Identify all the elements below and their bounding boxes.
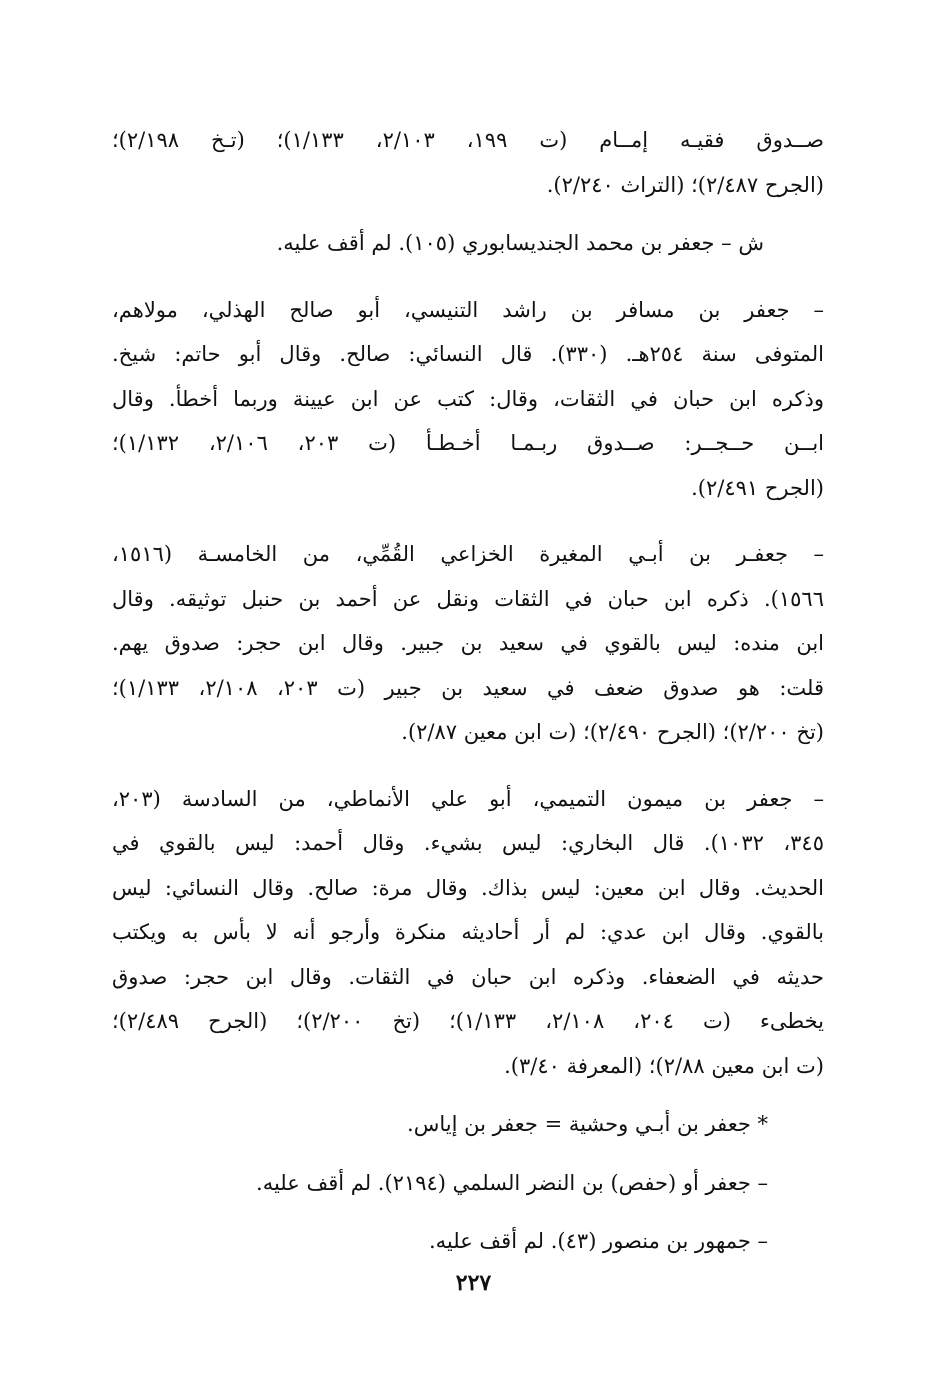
text-line: * جعفر بن أبـي وحشية = جعفر بن إياس. bbox=[407, 1112, 768, 1136]
text-line: ٣٤٥، ١٠٣٢). قال البخاري: ليس بشيء. وقال أحمد: ليس بالقوي في bbox=[112, 831, 824, 855]
entry-jafar-ibn-maymun bbox=[112, 777, 824, 1089]
text-line: (الجرح ٢/٤٩١). bbox=[691, 475, 824, 500]
entry-continuation bbox=[112, 118, 824, 207]
entry-jafar-ibn-abi-al-mughira bbox=[112, 532, 824, 755]
text-line: حديثه في الضعفاء. وذكره ابن حبان في الثقات. وقال ابن حجر: صدوق bbox=[112, 964, 824, 989]
text-line: – جعفـر بن أبـي المغيرة الخزاعي القُمِّي، من الخامسـة (١٥١٦، bbox=[112, 542, 824, 566]
text-line: صــدوق فقيـه إمــام (ت ١٩٩، ٢/١٠٣، ١/١٣٣)؛ (تـخ ٢/١٩٨)؛ bbox=[112, 128, 824, 152]
page-number: ٢٢٧ bbox=[455, 1270, 492, 1296]
text-line: (ت ابن معين ٢/٨٨)؛ (المعرفة ٣/٤٠). bbox=[504, 1053, 824, 1078]
text-line: – جمهور بن منصور (٤٣). لم أقف عليه. bbox=[428, 1229, 768, 1253]
entry-jumhur-ibn-mansur bbox=[112, 1219, 824, 1264]
text-line: ش – جعفر بن محمد الجنديسابوري (١٠٥). لم أقف عليه. bbox=[276, 231, 764, 255]
text-line: قلت: هو صدوق ضعف في سعيد بن جبير (ت ٢٠٣، ٢/١٠٨، ١/١٣٣)؛ bbox=[112, 675, 824, 700]
text-line: يخطىء (ت ٢٠٤، ٢/١٠٨، ١/١٣٣)؛ (تخ ٢/٢٠٠)؛ (الجرح ٢/٤٨٩)؛ bbox=[112, 1009, 824, 1033]
text-line: وذكره ابن حبان في الثقات، وقال: كتب عن ابن عيينة وربما أخطأ. وقال bbox=[112, 386, 824, 411]
text-line: بالقوي. وقال ابن عدي: لم أر أحاديثه منكرة وأرجو أنه لا بأس به ويكتب bbox=[112, 920, 824, 944]
entry-jafar-jundisaburi bbox=[112, 221, 824, 266]
text-line: ١٥٦٦). ذكره ابن حبان في الثقات ونقل عن أحمد بن حنبل توثيقه. وقال bbox=[112, 586, 824, 611]
text-line: (تخ ٢/٢٠٠)؛ (الجرح ٢/٤٩٠)؛ (ت ابن معين ٢/٨٧). bbox=[401, 720, 824, 744]
text-line: – جعفر أو (حفص) بن النضر السلمي (٢١٩٤). لم أقف عليه. bbox=[256, 1170, 768, 1195]
entry-jafar-ibn-abi-wahshiyya bbox=[112, 1102, 824, 1147]
text-line: ابن منده: ليس بالقوي في سعيد بن جبير. وقال ابن حجر: صدوق يهم. bbox=[112, 631, 824, 655]
text-line: المتوفى سنة ٢٥٤هـ. (٣٣٠). قال النسائي: صالح. وقال أبو حاتم: شيخ. bbox=[112, 342, 824, 366]
text-line: الحديث. وقال ابن معين: ليس بذاك. وقال مرة: صالح. وقال النسائي: ليس bbox=[112, 875, 824, 900]
text-line: ابــن حــجــر: صــدوق ربـمـا أخـطـأ (ت ٢٠٣، ٢/١٠٦، ١/١٣٢)؛ bbox=[112, 431, 824, 455]
text-line: – جعفر بن ميمون التميمي، أبو علي الأنماطي، من السادسة (٢٠٣، bbox=[112, 786, 824, 811]
page-body bbox=[112, 118, 824, 1264]
text-line: – جعفر بن مسافر بن راشد التنيسي، أبو صالح الهذلي، مولاهم، bbox=[112, 297, 824, 322]
text-line: (الجرح ٢/٤٨٧)؛ (التراث ٢/٢٤٠). bbox=[546, 172, 824, 197]
entry-jafar-or-hafs bbox=[112, 1161, 824, 1206]
entry-jafar-ibn-musafir bbox=[112, 288, 824, 511]
